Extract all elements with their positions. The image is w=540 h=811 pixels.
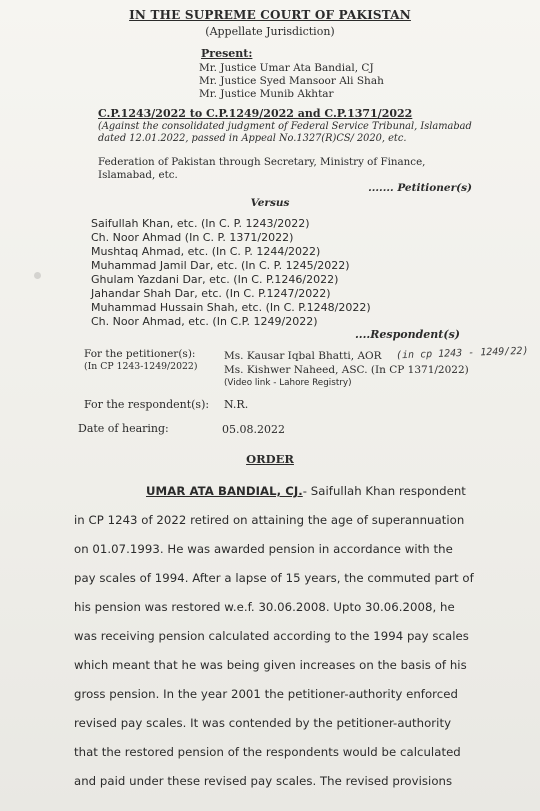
order-line-10: and paid under these revised pay scales. The revised provisions <box>74 774 453 788</box>
order-line-3: pay scales of 1994. After a lapse of 15 years, the commuted part of <box>74 571 474 585</box>
punch-hole <box>34 272 41 279</box>
versus-label: Versus <box>250 197 290 209</box>
case-against-line-1: (Against the consolidated judgment of Federal Service Tribunal, Islamabad <box>98 121 472 132</box>
order-line-2: on 01.07.1993. He was awarded pension in accordance with the <box>74 542 453 556</box>
petitioner-counsel-2: Ms. Kishwer Naheed, ASC. (In CP 1371/2022) <box>224 364 469 376</box>
order-author: UMAR ATA BANDIAL, CJ. <box>146 484 303 498</box>
order-line-0 <box>146 484 466 498</box>
order-heading: ORDER <box>246 452 294 466</box>
order-line-4: his pension was restored w.e.f. 30.06.2008. Upto 30.06.2008, he <box>74 600 455 614</box>
order-line-9: that the restored pension of the respondents would be calculated <box>74 745 461 759</box>
handwritten-note: (in cp 1243 - 1249/22) <box>395 345 529 362</box>
respondent-2: Ch. Noor Ahmad (In C. P. 1371/2022) <box>91 231 294 244</box>
respondent-8: Ch. Noor Ahmad, etc. (In C.P. 1249/2022) <box>91 315 318 328</box>
case-number: C.P.1243/2022 to C.P.1249/2022 and C.P.1371/2022 <box>98 107 413 120</box>
hearing-date-value: 05.08.2022 <box>222 423 285 436</box>
case-against-line-2: dated 12.01.2022, passed in Appeal No.1327(R)CS/ 2020, etc. <box>98 133 407 144</box>
order-first-line-rest: - Saifullah Khan respondent <box>302 484 466 498</box>
court-title: IN THE SUPREME COURT OF PAKISTAN <box>129 8 411 22</box>
respondent-counsel-label: For the respondent(s): <box>84 398 210 411</box>
order-line-7: gross pension. In the year 2001 the petitioner-authority enforced <box>74 687 458 701</box>
petitioner-counsel-sub: (In CP 1243-1249/2022) <box>84 361 198 372</box>
hearing-date-label: Date of hearing: <box>78 422 169 435</box>
respondent-counsel-value: N.R. <box>224 398 249 411</box>
order-line-6: which meant that he was being given increases on the basis of his <box>74 658 467 672</box>
jurisdiction: (Appellate Jurisdiction) <box>205 25 335 38</box>
respondent-label: ....Respondent(s) <box>354 328 460 341</box>
present-label: Present: <box>201 47 253 60</box>
judge-2: Mr. Justice Syed Mansoor Ali Shah <box>199 75 384 87</box>
order-line-1: in CP 1243 of 2022 retired on attaining the age of superannuation <box>74 513 465 527</box>
petitioner-line-2: Islamabad, etc. <box>98 169 178 181</box>
judge-3: Mr. Justice Munib Akhtar <box>199 88 334 100</box>
respondent-4: Muhammad Jamil Dar, etc. (In C. P. 1245/2022) <box>91 259 350 272</box>
petitioner-counsel-1: Ms. Kausar Iqbal Bhatti, AOR <box>224 350 382 362</box>
order-line-5: was receiving pension calculated according to the 1994 pay scales <box>74 629 469 643</box>
petitioner-label: ....... Petitioner(s) <box>368 182 472 194</box>
judge-1: Mr. Justice Umar Ata Bandial, CJ <box>199 62 374 74</box>
respondent-1: Saifullah Khan, etc. (In C. P. 1243/2022) <box>91 217 310 230</box>
respondent-3: Mushtaq Ahmad, etc. (In C. P. 1244/2022) <box>91 245 321 258</box>
respondent-7: Muhammad Hussain Shah, etc. (In C. P.1248/2022) <box>91 301 371 314</box>
petitioner-line-1: Federation of Pakistan through Secretary, Ministry of Finance, <box>98 156 426 168</box>
petitioner-counsel-label: For the petitioner(s): <box>84 348 196 360</box>
video-link-note: (Video link - Lahore Registry) <box>224 378 352 388</box>
order-line-8: revised pay scales. It was contended by the petitioner-authority <box>74 716 452 730</box>
respondent-6: Jahandar Shah Dar, etc. (In C. P.1247/2022) <box>91 287 331 300</box>
respondent-5: Ghulam Yazdani Dar, etc. (In C. P.1246/2022) <box>91 273 339 286</box>
